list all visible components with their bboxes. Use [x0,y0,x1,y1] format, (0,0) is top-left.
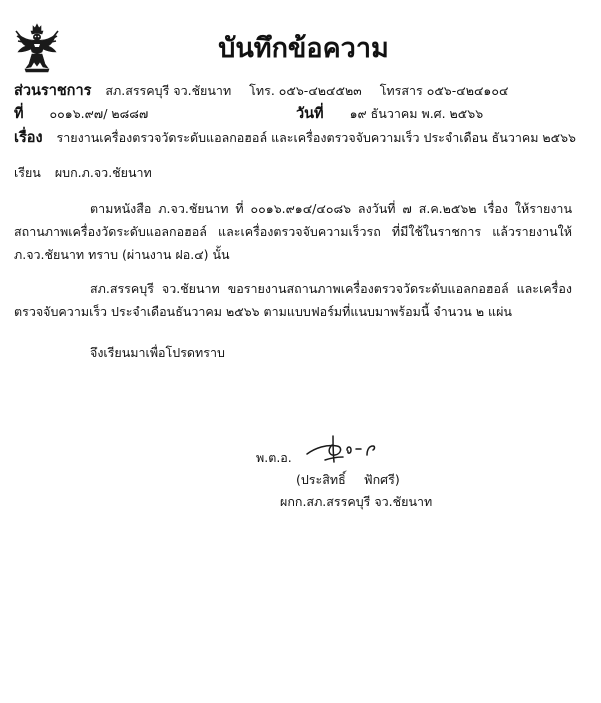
document-number-row [14,102,148,125]
signer-position: ผกก.สภ.สรรคบุรี จว.ชัยนาท [280,494,433,509]
signer-name-first: (ประสิทธิ์ [296,472,346,487]
document-number-value: ๐๐๑๖.๙๗/ ๒๘๘๗ [49,106,149,121]
subject-row [14,126,576,149]
recipient-value: ผบก.ภ.จว.ชัยนาท [54,165,152,180]
agency-label: ส่วนราชการ [14,83,92,99]
signer-name [296,470,400,490]
recipient-label: เรียน [14,165,41,180]
body-paragraph-reference: ตามหนังสือ ภ.จว.ชัยนาท ที่ ๐๐๑๖.๙๑๔/๔๐๘๖ ลงวันที่ ๗ ส.ค.๒๕๖๒ เรื่อง ให้รายงานสถานภาพเครื่องวัดระดับแอลกอฮอล์ และเครื่องตรวจจับความเร็วรถ ที่มีใช้ในราชการ แล้วรายงานให้ ภ.จว.ชัยนาท ทราบ (ผ่านงาน ฝอ.๔) นั้น [14,201,572,262]
phone-number: โทร. ๐๕๖-๔๒๔๕๒๓ [249,83,362,98]
signature-rank: พ.ต.อ. [256,450,292,465]
date-row [296,102,483,125]
body-paragraph-report: สภ.สรรคบุรี จว.ชัยนาท ขอรายงานสถานภาพเครื่องตรวจวัดระดับแอลกอฮอล์ และเครื่องตรวจจับความเร็ว ประจำเดือนธันวาคม ๒๕๖๖ ตามแบบฟอร์มที่แนบมาพร้อมนี้ จำนวน ๒ แผ่น [14,281,572,319]
recipient-row [14,163,152,183]
body-paragraph-closing: จึงเรียนมาเพื่อโปรดทราบ [90,345,225,360]
handwritten-signature [303,430,381,466]
fax-number: โทรสาร ๐๕๖-๔๒๔๑๐๔ [379,83,509,98]
subject-label: เรื่อง [14,130,43,146]
document-number-label: ที่ [14,106,24,122]
date-label: วันที่ [296,106,324,122]
memo-title: บันทึกข้อความ [218,33,389,64]
agency-value: สภ.สรรคบุรี จว.ชัยนาท [105,83,232,98]
subject-value: รายงานเครื่องตรวจวัดระดับแอลกอฮอล์ และเครื่องตรวจจับความเร็ว ประจำเดือน ธันวาคม ๒๕๖๖ [56,130,576,145]
date-value: ๑๙ ธันวาคม พ.ศ. ๒๕๖๖ [349,106,484,121]
agency-row [14,79,508,102]
signer-name-last: ฟักศรี) [363,472,400,487]
